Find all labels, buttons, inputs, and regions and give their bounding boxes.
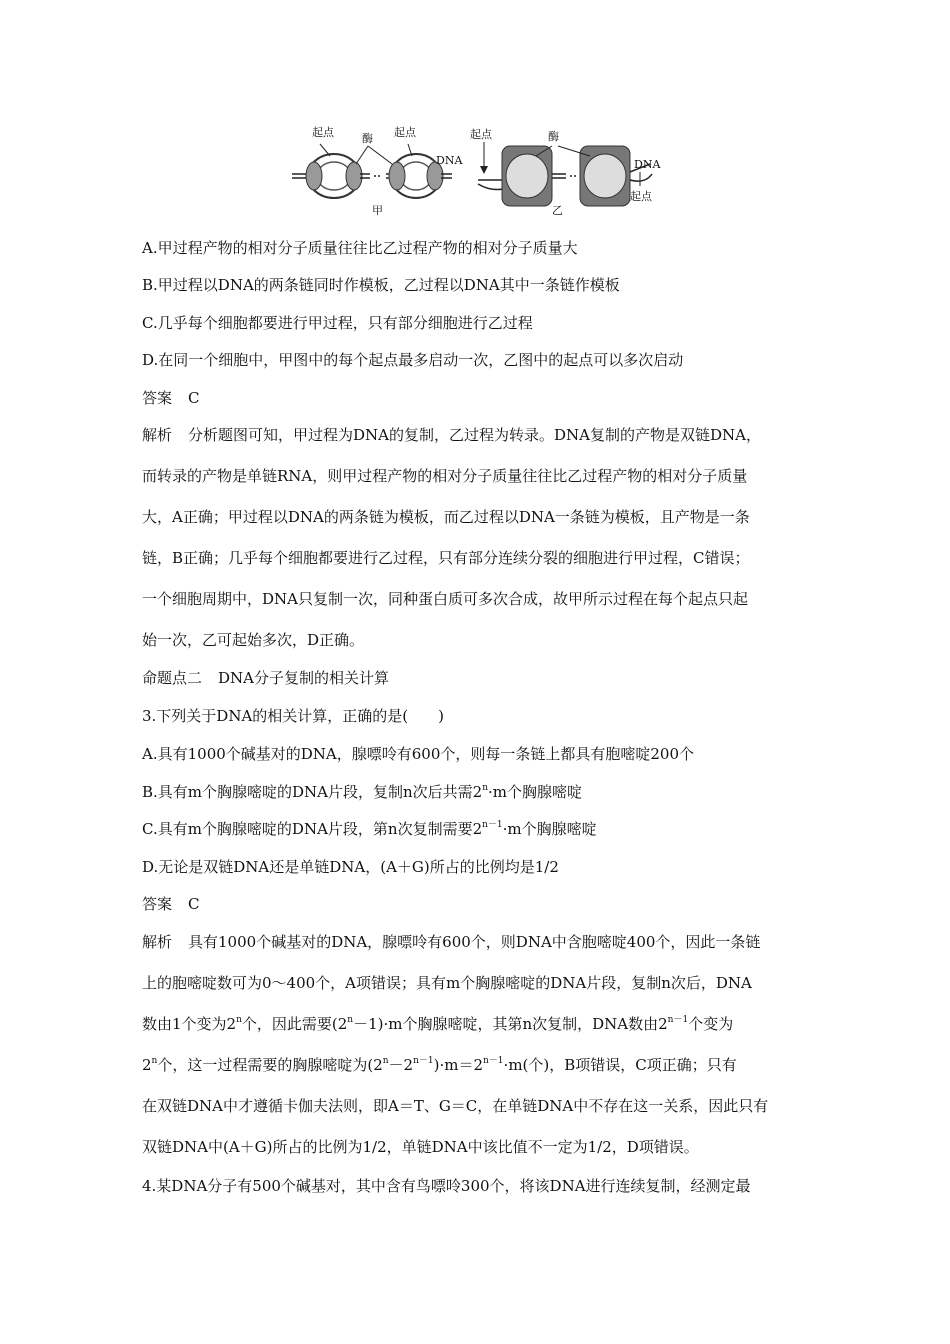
q2-analysis-line-4: 链，B正确；几乎每个细胞都要进行乙过程，只有部分连续分裂的细胞进行甲过程，C错误； [142, 549, 750, 567]
q2-analysis-line-5: 一个细胞周期中，DNA只复制一次，同种蛋白质可多次合成，故甲所示过程在每个起点只起 [142, 590, 748, 608]
label-jia: 甲 [372, 204, 383, 217]
label-enzyme-2: 酶 [548, 130, 559, 143]
answer-value: C [188, 389, 200, 407]
q2-option-c: C.几乎每个细胞都要进行甲过程，只有部分细胞进行乙过程 [142, 314, 533, 332]
superscript: n [482, 783, 489, 793]
label-origin-2: 起点 [394, 126, 416, 139]
q3-stem: 3.下列关于DNA的相关计算，正确的是( ) [142, 707, 445, 725]
label-dna-2: DNA [634, 158, 661, 171]
text: )·m＝2 [433, 1056, 484, 1074]
text: ·m(个)，B项错误，C项正确；只有 [503, 1056, 737, 1074]
q2-analysis-line-2: 而转录的产物是单链RNA，则甲过程产物的相对分子质量往往比乙过程产物的相对分子质量 [142, 467, 748, 485]
q2-option-b: B.甲过程以DNA的两条链同时作模板，乙过程以DNA其中一条链作模板 [142, 276, 620, 294]
text: －2 [388, 1056, 414, 1074]
superscript: n－1 [482, 820, 503, 830]
superscript: n－1 [483, 1056, 504, 1066]
analysis-label: 解析 [142, 933, 173, 951]
q3-option-c [142, 819, 597, 839]
superscript: n [236, 1015, 242, 1025]
text: 个，因此需要(2 [241, 1015, 348, 1033]
q4-stem: 4.某DNA分子有500个碱基对，其中含有鸟嘌呤300个，将该DNA进行连续复制，经测定最 [142, 1177, 751, 1195]
analysis-text: 具有1000个碱基对的DNA，腺嘌呤有600个，则DNA中含胞嘧啶400个，因此一条链 [188, 933, 761, 951]
replication-diagram-jia [292, 125, 463, 217]
answer-label: 答案 [142, 389, 173, 407]
q2-analysis-line-3: 大，A正确；甲过程以DNA的两条链为模板，而乙过程以DNA一条链为模板，且产物是一条 [142, 508, 750, 526]
q2-analysis-line-6: 始一次，乙可起始多次，D正确。 [142, 631, 365, 649]
text: ·m个胸腺嘧啶 [488, 783, 583, 801]
label-yi: 乙 [552, 204, 563, 217]
text: C.具有m个胸腺嘧啶的DNA片段，第n次复制需要2 [142, 820, 483, 838]
superscript: n－1 [413, 1056, 434, 1066]
q2-answer [142, 388, 200, 408]
label-origin-4: 起点 [630, 190, 652, 203]
analysis-text: 分析题图可知，甲过程为DNA的复制，乙过程为转录。DNA复制的产物是双链DNA， [188, 426, 761, 444]
label-enzyme-1: 酶 [362, 132, 373, 145]
text: －1)·m个胸腺嘧啶，其第n次复制，DNA数由2 [353, 1015, 668, 1033]
text: B.具有m个胸腺嘧啶的DNA片段，复制n次后共需2 [142, 783, 483, 801]
q3-analysis-line-2: 上的胞嘧啶数可为0～400个，A项错误；具有m个胸腺嘧啶的DNA片段，复制n次后，DNA [142, 974, 752, 992]
q3-analysis-line-1 [142, 932, 760, 952]
label-origin-1: 起点 [312, 126, 334, 139]
analysis-label: 解析 [142, 426, 173, 444]
text: 个，这一过程需要的胸腺嘧啶为(2 [157, 1056, 383, 1074]
text: ·m个胸腺嘧啶 [502, 820, 597, 838]
q3-analysis-line-5: 在双链DNA中才遵循卡伽夫法则，即A＝T、G＝C，在单链DNA中不存在这一关系，因此只有 [142, 1097, 769, 1115]
dna-process-figure [290, 122, 680, 222]
text: 2 [142, 1056, 152, 1074]
superscript: n [382, 1056, 389, 1066]
q3-analysis-line-4 [142, 1055, 737, 1075]
superscript: n－1 [667, 1015, 689, 1025]
answer-value: C [188, 895, 200, 913]
q2-option-a: A.甲过程产物的相对分子质量往往比乙过程产物的相对分子质量大 [142, 239, 578, 257]
label-dna-1: DNA [436, 154, 463, 167]
q3-answer [142, 894, 200, 914]
section-title: DNA分子复制的相关计算 [218, 669, 390, 687]
answer-label: 答案 [142, 895, 173, 913]
section-heading [142, 668, 389, 688]
text: 数由1个变为2 [142, 1015, 237, 1033]
dna-diagram [290, 122, 680, 222]
q2-option-d: D.在同一个细胞中，甲图中的每个起点最多启动一次，乙图中的起点可以多次启动 [142, 351, 684, 369]
section-label: 命题点二 [142, 669, 203, 687]
superscript: n [151, 1056, 158, 1066]
text: 个变为 [688, 1015, 734, 1033]
q3-option-d: D.无论是双链DNA还是单链DNA，(A＋G)所占的比例均是1/2 [142, 858, 559, 876]
q3-option-b [142, 782, 582, 802]
q2-analysis-line-1 [142, 425, 761, 445]
q3-option-a: A.具有1000个碱基对的DNA，腺嘌呤有600个，则每一条链上都具有胞嘧啶200个 [142, 745, 695, 763]
label-origin-3: 起点 [470, 128, 492, 141]
superscript: n [347, 1015, 354, 1025]
q3-analysis-line-3 [142, 1014, 733, 1034]
q3-analysis-line-6: 双链DNA中(A＋G)所占的比例为1/2，单链DNA中该比值不一定为1/2，D项错误。 [142, 1138, 699, 1156]
transcription-diagram-yi [470, 127, 661, 217]
